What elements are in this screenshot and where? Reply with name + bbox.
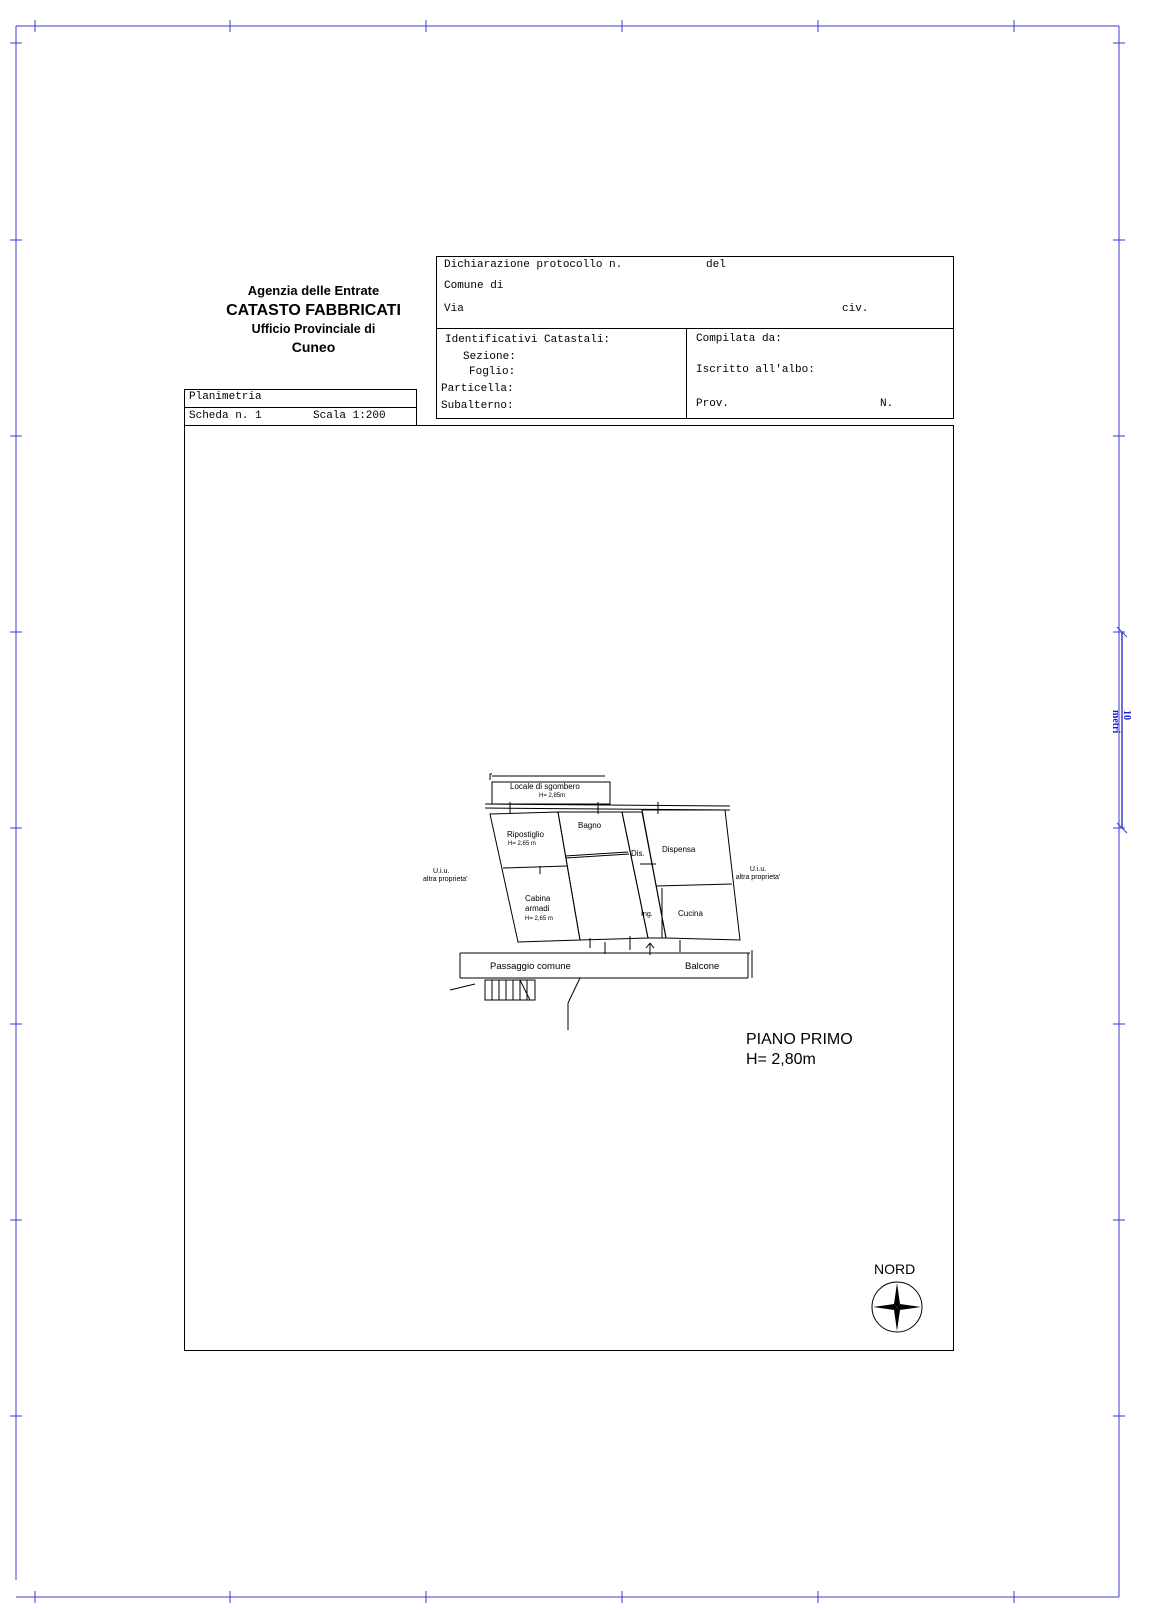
neighbour-right-line1: U.i.u. bbox=[749, 866, 767, 873]
room-entrance: Ing. bbox=[641, 911, 653, 918]
card-number: Scheda n. 1 bbox=[189, 410, 262, 422]
floor-plan bbox=[423, 768, 781, 1030]
province-label: Prov. bbox=[696, 398, 730, 410]
scale-label: Scala 1:200 bbox=[313, 410, 386, 422]
office-city: Cuneo bbox=[291, 339, 336, 356]
room-wardrobe-height: H= 2,65 m bbox=[525, 916, 553, 922]
office-name: Ufficio Provinciale di bbox=[251, 322, 376, 337]
planimetria-divider bbox=[184, 407, 417, 408]
section-label: Sezione: bbox=[463, 351, 516, 363]
room-storage-height: H= 2,85m bbox=[539, 793, 566, 799]
subunit-label: Subalterno: bbox=[441, 400, 514, 412]
neighbour-left-line1: U.i.u. bbox=[433, 868, 450, 875]
balcony: Balcone bbox=[685, 961, 720, 972]
municipality-label: Comune di bbox=[444, 280, 504, 292]
floor-name: PIANO PRIMO bbox=[746, 1031, 853, 1048]
agency-name: Agenzia delle Entrate bbox=[247, 283, 380, 298]
room-storage: Locale di sgombero bbox=[510, 782, 580, 791]
street-label: Via bbox=[444, 303, 464, 315]
agency-header bbox=[186, 282, 441, 357]
room-kitchen: Cucina bbox=[678, 909, 703, 918]
neighbour-right-line2: altra proprieta' bbox=[735, 874, 781, 881]
registered-label: Iscritto all'albo: bbox=[696, 364, 815, 376]
north-arrow-icon bbox=[870, 1280, 924, 1334]
sheet-label: Foglio: bbox=[469, 366, 516, 378]
identifiers-title: Identificativi Catastali: bbox=[445, 334, 611, 346]
common-passage: Passaggio comune bbox=[490, 961, 571, 972]
room-closet-height: H= 2,65 m bbox=[508, 841, 536, 847]
street-number-label: civ. bbox=[842, 303, 869, 315]
room-pantry: Dispensa bbox=[662, 845, 696, 854]
compiled-by-label: Compilata da: bbox=[696, 333, 782, 345]
registry-name: CATASTO FABBRICATI bbox=[226, 301, 401, 319]
number-label: N. bbox=[880, 398, 894, 410]
neighbour-left-line2: altra proprieta' bbox=[423, 876, 468, 883]
north-label: NORD bbox=[874, 1261, 916, 1277]
room-closet: Ripostiglio bbox=[507, 830, 544, 839]
room-wardrobe-line2: armadi bbox=[525, 904, 550, 913]
floor-label bbox=[746, 1030, 853, 1070]
parcel-label: Particella: bbox=[441, 383, 514, 395]
room-wardrobe-line1: Cabina bbox=[525, 894, 551, 903]
sheet-type: Planimetria bbox=[189, 391, 262, 403]
scale-bar-label: 10 metri bbox=[1110, 710, 1132, 734]
protocol-label: Dichiarazione protocollo n. bbox=[444, 259, 623, 271]
floor-height: H= 2,80m bbox=[746, 1051, 816, 1068]
room-bath: Bagno bbox=[578, 821, 602, 830]
date-label: del bbox=[706, 259, 726, 271]
room-dis: Dis. bbox=[631, 849, 645, 858]
